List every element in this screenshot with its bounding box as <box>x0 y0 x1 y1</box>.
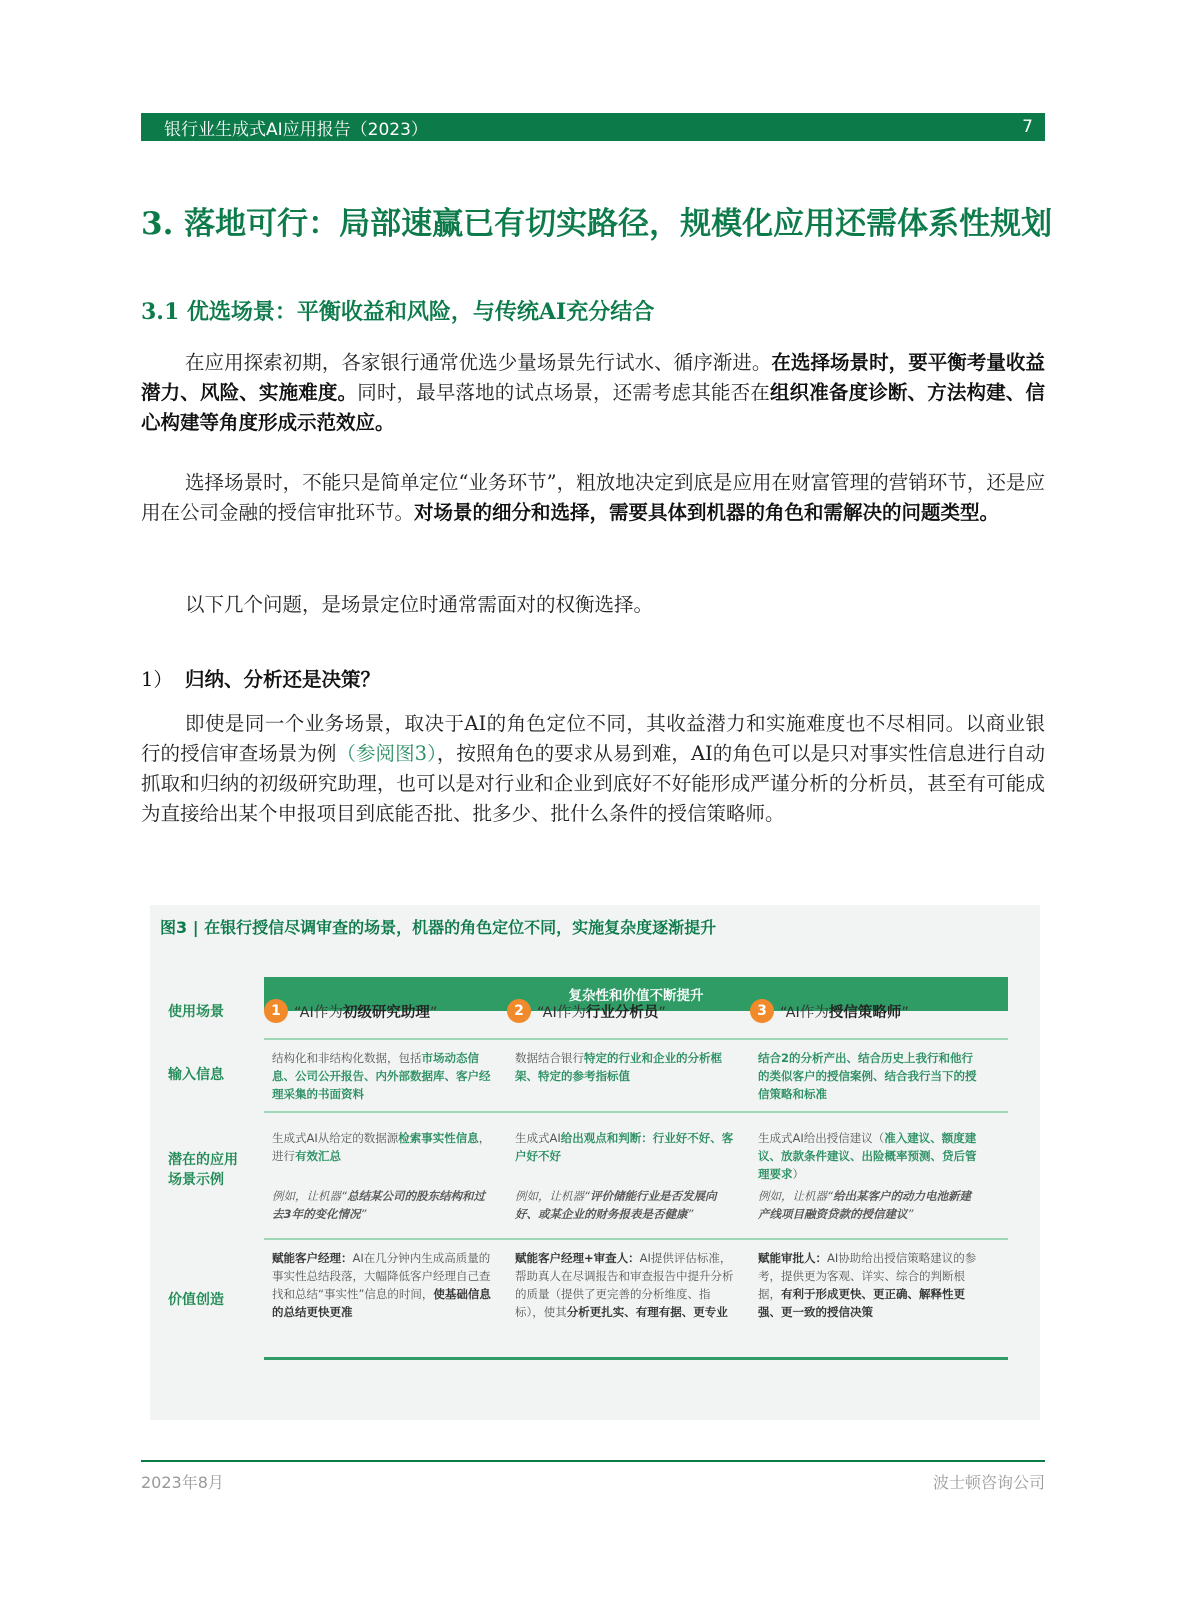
role-1-pre: “AI作为 <box>294 1005 343 1021</box>
example-cell-2 <box>515 1129 735 1223</box>
example-1-text-1: 生成式AI从给定的数据源 <box>272 1131 399 1145</box>
complexity-banner: 复杂性和价值不断提升 <box>264 977 1008 1011</box>
example-3-bold-1: 准入建议、额度建议、放款条件建议、出险概率预测、贷后管理要求 <box>758 1131 977 1181</box>
value-3-text: AI协助给出授信策略建议的参考，提供更为客观、详实、综合的判断根据， <box>758 1251 977 1301</box>
input-cell-1 <box>272 1049 492 1103</box>
page-number: 7 <box>1022 117 1033 137</box>
example-3-text-2: ） <box>792 1167 804 1181</box>
value-2-text: AI提供评估标准，帮助真人在尽调报告和审查报告中提升分析的质量（提供了更完善的分析维度、指标），使其 <box>515 1251 734 1319</box>
row-divider <box>264 1238 1008 1240</box>
paragraph-2 <box>141 468 1045 528</box>
example-1-prompt: 总结某公司的股东结构和过去3年的变化情况 <box>272 1189 485 1221</box>
footer-rule <box>141 1460 1045 1462</box>
value-2-lead: 赋能客户经理+审查人： <box>515 1251 640 1265</box>
role-3-label <box>780 1001 909 1022</box>
input-3-bold: 结合2的分析产出、结合历史上我行和他行的类似客户的授信案例、结合我行当下的授信策略和标准 <box>758 1051 977 1101</box>
example-cell-3 <box>758 1129 978 1223</box>
para1-bold-1: 在选择场景时，要平衡考量收益潜力、风险、实施难度。 <box>141 351 1045 404</box>
role-2-number-badge: 2 <box>507 999 531 1023</box>
value-cell-3 <box>758 1249 978 1321</box>
example-1-prefix: 例如，让机器“ <box>272 1189 347 1203</box>
role-2-label <box>537 1001 666 1022</box>
running-header <box>141 113 1045 141</box>
example-1-bold-2: 有效汇总 <box>295 1149 341 1163</box>
row-divider <box>264 1111 1008 1113</box>
value-1-text: AI在几分钟内生成高质量的事实性总结段落，大幅降低客户经理自己查找和总结“事实性”信息的时间， <box>272 1251 491 1301</box>
role-3-pre: “AI作为 <box>780 1005 829 1021</box>
role-1-label <box>294 1001 437 1022</box>
value-cell-2 <box>515 1249 735 1321</box>
figure-reference-link[interactable]: （参阅图3） <box>336 742 437 765</box>
input-2-text: 数据结合银行 <box>515 1051 584 1065</box>
value-2-bold: 分析更扎实、有理有据、更专业 <box>566 1305 728 1319</box>
input-1-text: 结构化和非结构化数据，包括 <box>272 1051 422 1065</box>
input-cell-2 <box>515 1049 735 1085</box>
role-2-pre: “AI作为 <box>537 1005 586 1021</box>
paragraph-4 <box>141 709 1045 829</box>
para4-text-1: 即使是同一个业务场景，取决于AI的角色定位不同，其收益潜力和实施难度也不尽相同。以商业银行的授信审查场景为例 <box>141 712 1045 765</box>
para1-text-2: 同时，最早落地的试点场景，还需考虑其能否在 <box>357 381 770 404</box>
list-item-1 <box>141 664 380 692</box>
example-2-instance <box>515 1187 735 1223</box>
example-2-prefix: 例如，让机器“ <box>515 1189 590 1203</box>
para2-bold-1: 对场景的细分和选择，需要具体到机器的角色和需解决的问题类型。 <box>414 501 1000 524</box>
row-label-scenario: 使用场景 <box>168 1004 224 1020</box>
para1-bold-2: 组织准备度诊断、方法构建、信心构建等角度形成示范效应。 <box>141 381 1045 434</box>
example-3-suffix: ” <box>907 1207 914 1221</box>
value-3-bold: 有利于形成更快、更正确、解释性更强、更一致的授信决策 <box>758 1287 965 1319</box>
footer-date: 2023年8月 <box>141 1473 224 1492</box>
input-cell-3 <box>758 1049 978 1103</box>
role-1-name: 初级研究助理 <box>342 1005 430 1021</box>
example-1-bold-1: 检索事实性信息 <box>398 1131 479 1145</box>
example-2-suffix: ” <box>687 1207 694 1221</box>
role-3-name: 授信策略师 <box>828 1005 902 1021</box>
example-2-prompt: 评价储能行业是否发展向好、或某企业的财务报表是否健康 <box>515 1189 717 1221</box>
example-2-bold-1: 给出观点和判断：行业好不好、客户好不好 <box>515 1131 734 1163</box>
example-3-text-1: 生成式AI给出授信建议（ <box>758 1131 885 1145</box>
example-3-instance <box>758 1187 978 1223</box>
para2-text-1: 选择场景时，不能只是简单定位“业务环节”，粗放地决定到底是应用在财富管理的营销环节，还是应用在公司金融的授信审批环节。 <box>141 471 1045 524</box>
para4-text-2: ，按照角色的要求从易到难，AI的角色可以是只对事实性信息进行自动抓取和归纳的初级研究助理，也可以是对行业和企业到底好不好能形成严谨分析的分析员，甚至有可能成为直接给出某个申报项目到底能否批、批多少、批什么条件的授信策略师。 <box>141 742 1045 825</box>
subsection-title: 3.1 优选场景：平衡收益和风险，与传统AI充分结合 <box>141 299 655 325</box>
value-cell-1 <box>272 1249 492 1321</box>
footer-organization: 波士顿咨询公司 <box>932 1473 1045 1492</box>
example-2-text-1: 生成式AI <box>515 1131 561 1145</box>
paragraph-1 <box>141 348 1045 438</box>
list-text: 归纳、分析还是决策？ <box>185 668 381 691</box>
value-3-lead: 赋能审批人： <box>758 1251 827 1265</box>
row-label-value: 价值创造 <box>168 1292 224 1308</box>
figure-title: 图3 | 在银行授信尽调审查的场景，机器的角色定位不同，实施复杂度逐渐提升 <box>160 918 717 937</box>
paragraph-3: 以下几个问题，是场景定位时通常需面对的权衡选择。 <box>185 593 654 616</box>
section-title: 3. 落地可行：局部速赢已有切实路径，规模化应用还需体系性规划 <box>141 206 1053 242</box>
role-1-number-badge: 1 <box>264 999 288 1023</box>
figure-3 <box>150 905 1040 1420</box>
table-bottom-rule <box>264 1357 1008 1360</box>
example-3-prefix: 例如，让机器“ <box>758 1189 833 1203</box>
row-divider <box>264 1038 1008 1040</box>
role-3-number-badge: 3 <box>750 999 774 1023</box>
value-1-lead: 赋能客户经理： <box>272 1251 353 1265</box>
example-3-prompt: 给出某客户的动力电池新建产线项目融资贷款的授信建议 <box>758 1189 971 1221</box>
role-3-post: ” <box>901 1005 909 1021</box>
role-2-name: 行业分析员 <box>585 1005 659 1021</box>
example-cell-1 <box>272 1129 492 1223</box>
row-label-example: 潜在的应用场景示例 <box>168 1152 238 1188</box>
role-2-post: ” <box>658 1005 666 1021</box>
report-title: 银行业生成式AI应用报告（2023） <box>164 119 428 140</box>
para1-text-1: 在应用探索初期，各家银行通常优选少量场景先行试水、循序渐进。 <box>185 351 772 374</box>
list-number: 1） <box>141 668 173 691</box>
example-1-text-2: ，进行 <box>272 1131 491 1163</box>
input-1-bold: 市场动态信息、公司公开报告、内外部数据库、客户经理采集的书面资料 <box>272 1051 491 1101</box>
example-1-instance <box>272 1187 492 1223</box>
role-1-post: ” <box>429 1005 438 1021</box>
input-2-bold: 特定的行业和企业的分析框架、特定的参考指标值 <box>515 1051 722 1083</box>
value-1-bold: 使基础信息的总结更快更准 <box>272 1287 491 1319</box>
example-1-suffix: ” <box>360 1207 367 1221</box>
row-label-input: 输入信息 <box>168 1067 224 1083</box>
